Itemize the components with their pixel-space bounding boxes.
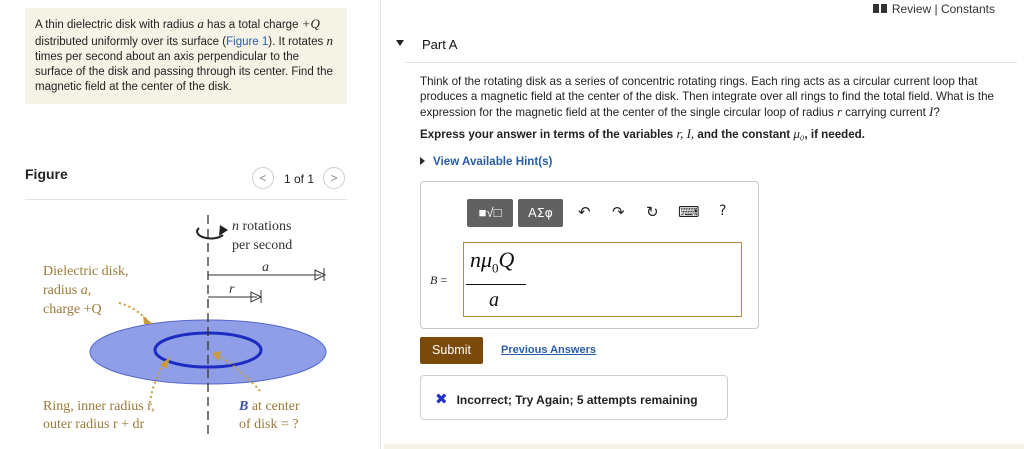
hints-label: View Available Hint(s) (433, 155, 553, 168)
next-section-strip (384, 444, 1024, 449)
previous-answers-link[interactable]: Previous Answers (501, 344, 596, 356)
ring-label-line2: outer radius r + dr (43, 417, 145, 432)
reset-icon[interactable]: ↻ (646, 203, 659, 221)
book-icon (873, 4, 887, 13)
chevron-right-icon[interactable]: > (323, 167, 345, 189)
problem-text: ). It rotates (268, 36, 327, 48)
review-constants-link[interactable] (873, 2, 995, 16)
rotation-label-line2: per second (232, 238, 293, 253)
feedback-text: Incorrect; Try Again; 5 attempts remaining (456, 393, 698, 407)
feedback-message (420, 375, 728, 420)
rotating-disk-figure (25, 203, 355, 447)
review-constants-label: Review | Constants (891, 2, 995, 16)
ring-label-line1: Ring, inner radius r, (43, 399, 155, 414)
problem-text: A thin dielectric disk with radius (35, 19, 198, 31)
rotation-variable: n (326, 33, 333, 48)
disk-label-line2: radius a, (43, 283, 92, 298)
column-divider (380, 0, 381, 449)
disk-leader-line (119, 303, 147, 320)
submit-button[interactable]: Submit (420, 337, 483, 364)
fraction-bar (466, 284, 526, 285)
problem-statement (25, 8, 347, 104)
answer-denominator: a (489, 289, 499, 311)
disk-label-line3: charge +Q (43, 302, 102, 317)
answer-instruction: Express your answer in terms of the variables r, I, and the constant μ₀, if needed. (420, 126, 865, 141)
rotation-arrow-icon (197, 228, 223, 238)
question-text: Think of the rotating disk as a series of concentric rotating rings. Each ring acts as a circular current loop that produces a magnetic field at the center of the disk. Then integrate over all rings to find the total field. What is the expression for the magnetic field at the center of the single circular loop of radius r carrying current I? (420, 75, 994, 119)
divider (25, 199, 347, 200)
rotation-arrowhead-icon (219, 225, 228, 236)
field-label-line1: B at center (239, 399, 300, 414)
answer-label: B = (430, 273, 448, 287)
symbols-button[interactable]: ΑΣφ (518, 199, 563, 227)
disk-label-line1: Dielectric disk, (43, 264, 129, 279)
figure-pager: 1 of 1 (284, 172, 315, 186)
problem-text: has a total charge (203, 19, 302, 31)
expand-caret-icon (420, 157, 425, 165)
divider (405, 62, 1017, 63)
redo-icon[interactable]: ↷ (612, 203, 625, 221)
charge-variable: +Q (301, 16, 320, 31)
incorrect-x-icon: ✖ (435, 390, 448, 408)
answer-numerator: $n\mu_0Q$ (470, 247, 515, 276)
keyboard-icon[interactable]: ⌨ (678, 203, 700, 221)
view-hints-link[interactable] (420, 155, 552, 168)
rotation-label: n rotations (232, 219, 292, 234)
templates-button[interactable]: ■√□ (467, 199, 513, 227)
problem-text: times per second about an axis perpendicular to the surface of the disk and passing through its center. Find the magnetic field at the center of the disk. (35, 51, 333, 93)
part-title[interactable]: Part A (422, 37, 458, 52)
current-variable: I (929, 104, 934, 119)
problem-text: distributed uniformly over its surface ( (35, 36, 227, 48)
undo-icon[interactable]: ↶ (578, 203, 591, 221)
label-a: a (262, 260, 269, 275)
radius-variable: a (197, 16, 204, 31)
help-icon[interactable]: ? (719, 203, 727, 219)
radius-variable: r (836, 104, 843, 119)
chevron-left-icon[interactable]: < (252, 167, 274, 189)
collapse-caret-icon[interactable] (396, 40, 404, 46)
field-label-line2: of disk = ? (239, 417, 299, 432)
figure-heading: Figure (25, 166, 68, 182)
figure-link[interactable]: Figure 1 (226, 36, 269, 48)
label-r: r (229, 282, 235, 297)
